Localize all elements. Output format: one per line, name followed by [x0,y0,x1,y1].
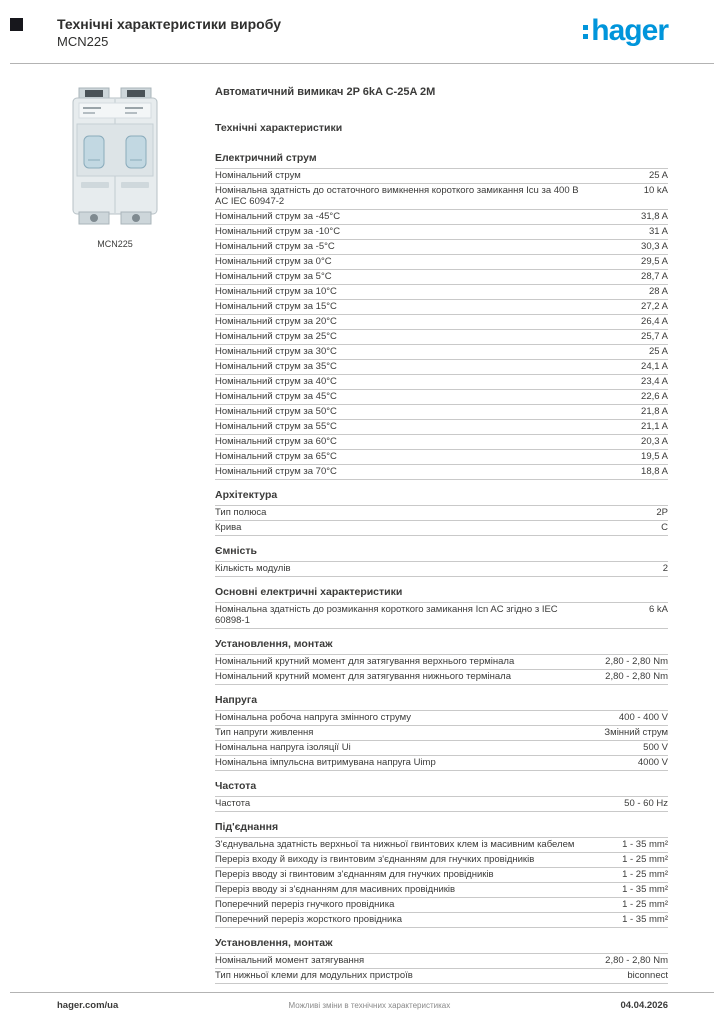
header-text [57,15,281,50]
hager-logo-text: hager [591,14,668,47]
spec-label: Номінальний струм за 25°C [215,331,337,342]
content [0,64,724,984]
product-image [57,86,173,231]
spec-label: Номінальний струм за -10°C [215,226,341,237]
spec-label: Переріз вводу зі з'єднанням для масивних провідників [215,884,456,895]
spec-value: 29,5 A [641,256,668,267]
spec-label: Номінальний струм за 30°C [215,346,337,357]
section-rows [215,168,668,480]
document-title: Технічні характеристики виробу [57,16,281,32]
section-title: Архітектура [215,489,278,501]
page-footer [0,992,724,1011]
spec-row [215,314,668,329]
spec-value: 2P [656,507,668,518]
spec-row [215,419,668,434]
spec-row [215,299,668,314]
spec-row [215,561,668,577]
spec-sections [215,152,668,984]
spec-value: 30,3 A [641,241,668,252]
spec-label: Тип напруги живлення [215,727,314,738]
spec-label: Номінальний струм за 5°C [215,271,332,282]
spec-row [215,654,668,669]
section-title: Під'єднання [215,821,279,833]
spec-value: 20,3 A [641,436,668,447]
spec-section [215,545,668,577]
spec-value: 10 kA [643,185,668,196]
product-title: Автоматичний вимикач 2P 6kA C-25A 2M [215,86,436,98]
spec-value: biconnect [627,970,668,981]
section-rows [215,602,668,629]
spec-value: 26,4 A [641,316,668,327]
spec-label: Номінальний струм за 35°C [215,361,337,372]
spec-row [215,254,668,269]
footer-disclaimer: Можливі зміни в технічних характеристиках [288,1001,451,1010]
footer-date: 04.04.2026 [620,1000,668,1011]
spec-row [215,968,668,984]
spec-value: 28 A [648,286,668,297]
spec-section [215,937,668,984]
spec-label: Номінальна робоча напруга змінного струму [215,712,411,723]
spec-value: 24,1 A [641,361,668,372]
spec-value: 2 [662,563,668,574]
corner-mark [10,18,23,31]
spec-row [215,953,668,968]
spec-row [215,183,668,209]
spec-label: Номінальна здатність до розмикання короткого замикання Icn AC згідно з IEC 60898-1 [215,604,558,626]
spec-row [215,449,668,464]
spec-label: Номінальний струм за 50°C [215,406,337,417]
spec-section [215,152,668,480]
spec-label: Номінальний струм за -5°C [215,241,335,252]
spec-row [215,359,668,374]
spec-row [215,897,668,912]
spec-label: Номінальний струм за 45°C [215,391,337,402]
spec-row [215,505,668,520]
spec-value: 400 - 400 V [618,712,668,723]
spec-value: 27,2 A [641,301,668,312]
spec-label: Крива [215,522,242,533]
footer-row [0,993,724,1011]
spec-label: Тип нижньої клеми для модульних пристроїв [215,970,413,981]
section-title: Установлення, монтаж [215,937,333,949]
spec-label: Тип полюса [215,507,267,518]
section-rows [215,710,668,771]
spec-row [215,329,668,344]
section-title: Частота [215,780,257,792]
product-image-caption: MCN225 [97,239,133,249]
spec-row [215,740,668,755]
spec-value: 2,80 - 2,80 Nm [605,656,668,667]
spec-row [215,867,668,882]
circuit-breaker-illustration [57,86,173,226]
section-rows [215,837,668,928]
page-header [0,0,724,50]
spec-label: Номінальний крутний момент для затягування нижнього термінала [215,671,511,682]
spec-label: Номінальний момент затягування [215,955,365,966]
spec-value: 31,8 A [641,211,668,222]
product-column [57,86,215,984]
spec-value: 25 A [648,170,668,181]
spec-row [215,374,668,389]
spec-label: Переріз вводу зі гвинтовим з'єднанням для гнучких провідників [215,869,494,880]
spec-label: Номінальний струм за 20°C [215,316,337,327]
spec-row [215,344,668,359]
spec-value: 1 - 35 mm² [622,839,668,850]
spec-value: 31 A [648,226,668,237]
section-rows [215,796,668,812]
hager-logo [583,16,668,46]
spec-label: Частота [215,798,251,809]
spec-value: 25 A [648,346,668,357]
spec-row [215,168,668,183]
spec-value: 25,7 A [641,331,668,342]
spec-value: Змінний струм [604,727,668,738]
spec-row [215,239,668,254]
spec-value: 1 - 35 mm² [622,914,668,925]
spec-value: 4000 V [637,757,668,768]
spec-row [215,464,668,480]
spec-label: Переріз входу й виходу із гвинтовим з'єднанням для гнучких провідників [215,854,535,865]
spec-value: 23,4 A [641,376,668,387]
spec-row [215,710,668,725]
section-title: Основні електричні характеристики [215,586,403,598]
spec-row [215,209,668,224]
spec-value: 1 - 35 mm² [622,884,668,895]
spec-value: 2,80 - 2,80 Nm [605,671,668,682]
section-title: Напруга [215,694,258,706]
spec-row [215,434,668,449]
spec-row [215,882,668,897]
spec-label: Номінальний струм за 0°C [215,256,332,267]
spec-column [215,86,668,984]
spec-value: 21,1 A [641,421,668,432]
section-rows [215,505,668,536]
footer-website-link[interactable]: hager.com/ua [57,1000,119,1011]
spec-label: Номінальний струм за 55°C [215,421,337,432]
spec-label: Номінальний крутний момент для затягування верхнього термінала [215,656,515,667]
spec-row [215,669,668,685]
spec-section [215,586,668,629]
spec-value: 19,5 A [641,451,668,462]
spec-row [215,404,668,419]
spec-value: 1 - 25 mm² [622,899,668,910]
section-title: Ємність [215,545,257,557]
spec-label: Номінальний струм [215,170,301,181]
spec-label: Номінальний струм за 40°C [215,376,337,387]
spec-value: 6 kA [648,604,668,615]
spec-row [215,520,668,536]
tech-characteristics-heading: Технічні характеристики [215,122,343,134]
spec-row [215,602,668,629]
spec-label: Кількість модулів [215,563,291,574]
spec-row [215,837,668,852]
spec-section [215,638,668,685]
section-title: Установлення, монтаж [215,638,333,650]
spec-row [215,284,668,299]
spec-row [215,796,668,812]
spec-value: 1 - 25 mm² [622,869,668,880]
spec-row [215,755,668,771]
spec-label: Номінальна здатність до остаточного вимкнення короткого замикання Icu за 400 В AC IEC 60947-2 [215,185,579,207]
hager-logo-colon-icon [583,25,588,46]
section-title: Електричний струм [215,152,317,164]
spec-label: З'єднувальна здатність верхньої та нижньої гвинтових клем із масивним кабелем [215,839,575,850]
spec-row [215,852,668,867]
spec-value: 22,6 A [641,391,668,402]
spec-value: 21,8 A [641,406,668,417]
spec-row [215,389,668,404]
spec-label: Номінальний струм за -45°C [215,211,341,222]
section-rows [215,953,668,984]
spec-value: 500 V [643,742,668,753]
spec-section [215,780,668,812]
spec-label: Номінальний струм за 10°C [215,286,337,297]
spec-section [215,821,668,928]
spec-row [215,912,668,928]
spec-value: 28,7 A [641,271,668,282]
spec-value: 1 - 25 mm² [622,854,668,865]
spec-section [215,489,668,536]
spec-label: Номінальний струм за 60°C [215,436,337,447]
spec-value: 50 - 60 Hz [624,798,668,809]
spec-label: Поперечний переріз жорсткого провідника [215,914,402,925]
spec-label: Номінальний струм за 70°C [215,466,337,477]
spec-row [215,224,668,239]
spec-label: Номінальна напруга ізоляції Ui [215,742,351,753]
spec-value: C [661,522,668,533]
spec-label: Поперечний переріз гнучкого провідника [215,899,395,910]
document-subtitle: MCN225 [57,34,109,49]
spec-section [215,694,668,771]
spec-value: 2,80 - 2,80 Nm [605,955,668,966]
spec-row [215,269,668,284]
spec-value: 18,8 A [641,466,668,477]
spec-row [215,725,668,740]
spec-label: Номінальний струм за 65°C [215,451,337,462]
spec-label: Номінальний струм за 15°C [215,301,337,312]
section-rows [215,654,668,685]
spec-label: Номінальна імпульсна витримувана напруга Uimp [215,757,436,768]
section-rows [215,561,668,577]
